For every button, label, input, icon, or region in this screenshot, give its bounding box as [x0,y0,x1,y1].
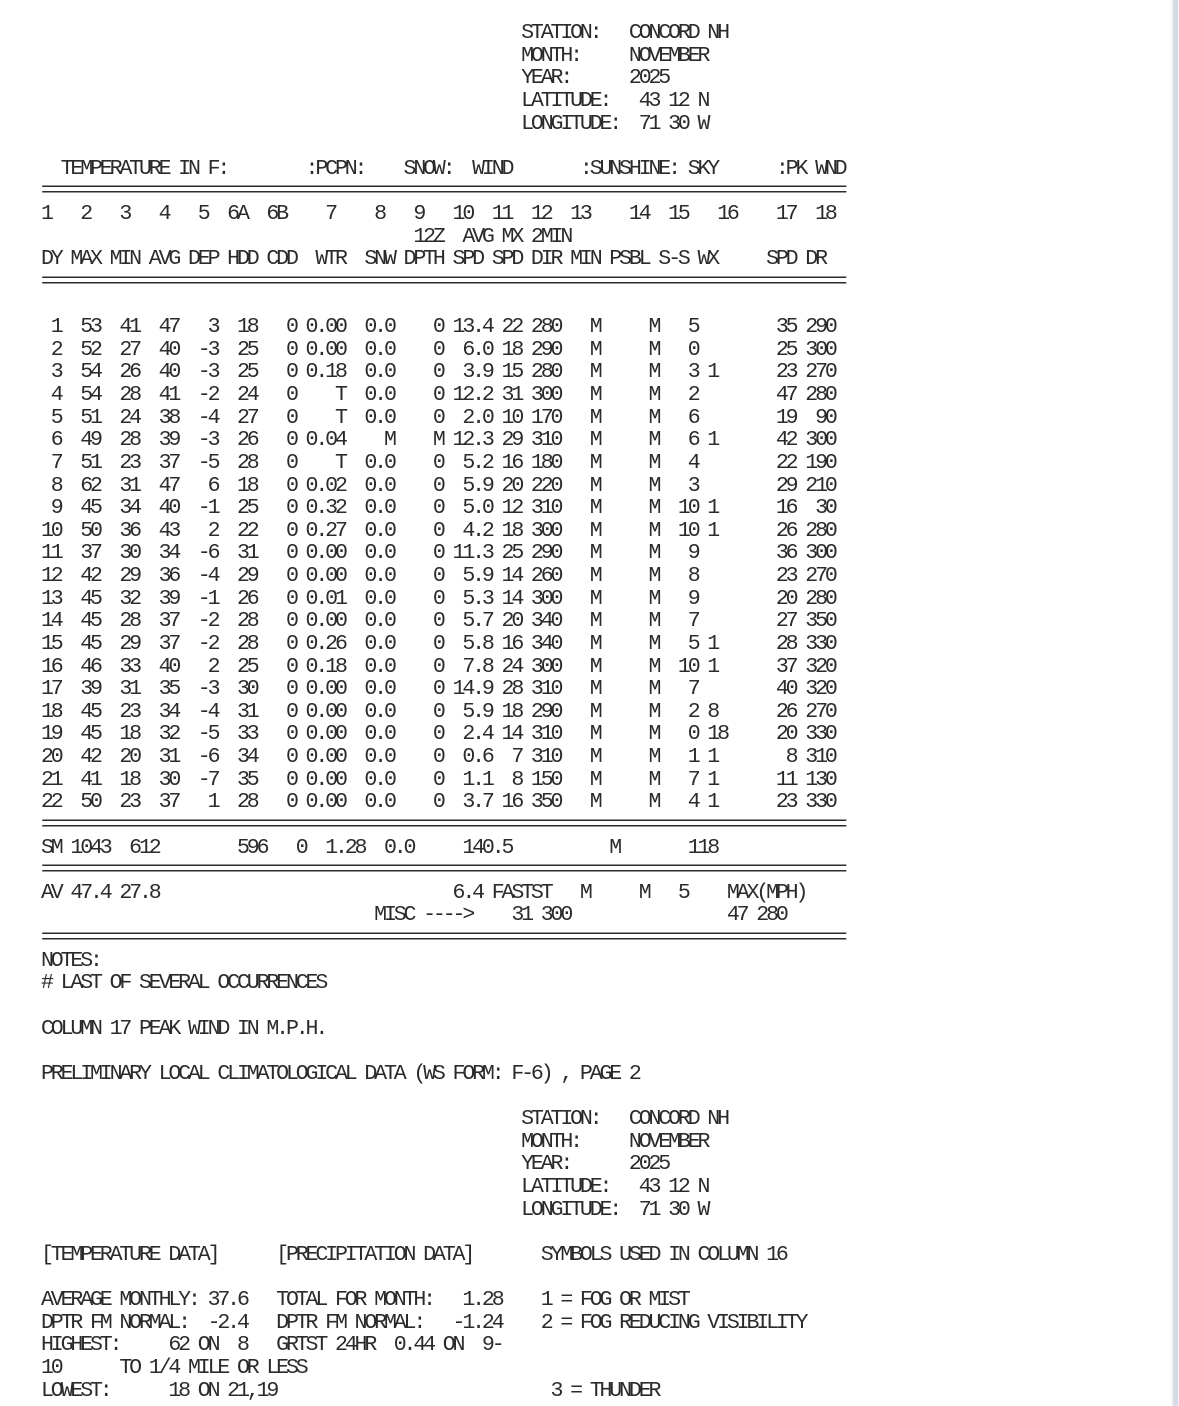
report-line: ================================================================================== [41,926,845,950]
report-line: YEAR: 2025 [41,66,669,91]
report-line: LONGITUDE: 71 30 W [41,1197,708,1222]
report-line: MONTH: NOVEMBER [41,1129,708,1154]
report-line: 19 45 18 32 -5 33 0 0.00 0.0 0 2.4 14 310 M M 0 18 20 330 [41,722,835,747]
report-line: AV 47.4 27.8 6.4 FASTST M M 5 MAX(MPH) [41,880,806,905]
report-line: STATION: CONCORD NH [41,21,727,45]
report-line: LONGITUDE: 71 30 W [41,111,708,136]
report-line: AVERAGE MONTHLY: 37.6 TOTAL FOR MONTH: 1.28 1 = FOG OR MIST [41,1288,688,1312]
report-line: PRELIMINARY LOCAL CLIMATOLOGICAL DATA (WS FORM: F-6) , PAGE 2 [41,1061,639,1086]
report-line [41,294,1167,317]
report-line: 14 45 28 37 -2 28 0 0.00 0.0 0 5.7 20 340 M M 7 27 350 [41,609,835,634]
report-line: 12Z AVG MX 2MIN [41,224,571,249]
report-line [41,995,1167,1018]
vertical-scrollbar[interactable] [1171,0,1179,1406]
report-line: YEAR: 2025 [41,1152,669,1177]
report-line [41,1040,1167,1063]
report-line: HIGHEST: 62 ON 8 GRTST 24HR 0.44 ON 9- [41,1333,502,1358]
report-line: MISC ----> 31 300 47 280 [41,903,786,928]
report-line: LATITUDE: 43 12 N [41,88,708,113]
report-line: 15 45 29 37 -2 28 0 0.26 0.0 0 5.8 16 340 M M 5 1 28 330 [41,631,835,656]
report-line: LATITUDE: 43 12 N [41,1174,708,1199]
report-line: 18 45 23 34 -4 31 0 0.00 0.0 0 5.9 18 290 M M 2 8 26 270 [41,699,835,724]
scrollbar-thumb[interactable] [1173,0,1178,1406]
report-line: ================================================================================== [41,812,845,837]
climate-report-text [41,22,1167,1402]
report-line: 20 42 20 31 -6 34 0 0.00 0.0 0 0.6 7 310 M M 1 1 8 310 [41,745,835,769]
report-line: ================================================================================== [41,269,845,294]
report-line: DPTR FM NORMAL: -2.4 DPTR FM NORMAL: -1.24 2 = FOG REDUCING VISIBILITY [41,1310,806,1335]
report-line: 12 42 29 36 -4 29 0 0.00 0.0 0 5.9 14 260 M M 8 23 270 [41,564,835,588]
report-line: ================================================================================== [41,858,845,883]
report-line: 2 52 27 40 -3 25 0 0.00 0.0 0 6.0 18 290 M M 0 25 300 [41,337,835,362]
report-line [41,1085,1167,1108]
report-line: COLUMN 17 PEAK WIND IN M.P.H. [41,1016,326,1041]
report-line: MONTH: NOVEMBER [41,43,708,68]
report-line: 13 45 32 39 -1 26 0 0.01 0.0 0 5.3 14 300 M M 9 20 280 [41,586,835,611]
report-line: 8 62 31 47 6 18 0 0.02 0.0 0 5.9 20 220 M M 3 29 210 [41,473,835,498]
report-line: 3 54 26 40 -3 25 0 0.18 0.0 0 3.9 15 280 M M 3 1 23 270 [41,360,835,385]
report-line: 21 41 18 30 -7 35 0 0.00 0.0 0 1.1 8 150 M M 7 1 11 130 [41,767,835,792]
report-line: [TEMPERATURE DATA] [PRECIPITATION DATA] SYMBOLS USED IN COLUMN 16 [41,1242,786,1267]
report-line: 5 51 24 38 -4 27 0 T 0.0 0 2.0 10 170 M M 6 19 90 [41,405,835,430]
report-line: 1 53 41 47 3 18 0 0.00 0.0 0 13.4 22 280 M M 5 35 290 [41,315,835,340]
report-line: 7 51 23 37 -5 28 0 T 0.0 0 5.2 16 180 M M 4 22 190 [41,450,835,475]
report-line: NOTES: [41,948,100,973]
report-line: STATION: CONCORD NH [41,1107,727,1131]
report-line: 10 TO 1/4 MILE OR LESS [41,1355,306,1380]
report-line: ================================================================================== [41,179,845,204]
report-line: 22 50 23 37 1 28 0 0.00 0.0 0 3.7 16 350 M M 4 1 23 330 [41,790,835,815]
report-line: 11 37 30 34 -6 31 0 0.00 0.0 0 11.3 25 290 M M 9 36 300 [41,541,835,566]
report-line [41,135,1167,158]
report-line: TEMPERATURE IN F: :PCPN: SNOW: WIND :SUNSHINE: SKY :PK WND [41,156,845,181]
report-line: LOWEST: 18 ON 21,19 3 = THUNDER [41,1378,659,1403]
report-line: # LAST OF SEVERAL OCCURRENCES [41,971,326,996]
report-line: SM 1043 612 596 0 1.28 0.0 140.5 M 118 [41,835,718,860]
report-line: 10 50 36 43 2 22 0 0.27 0.0 0 4.2 18 300 M M 10 1 26 280 [41,518,835,543]
report-line: 9 45 34 40 -1 25 0 0.32 0.0 0 5.0 12 310 M M 10 1 16 30 [41,496,835,521]
report-line: 6 49 28 39 -3 26 0 0.04 M M 12.3 29 310 M M 6 1 42 300 [41,428,835,453]
report-line: 1 2 3 4 5 6A 6B 7 8 9 10 11 12 13 14 15 16 17 18 [41,202,835,226]
report-line: 17 39 31 35 -3 30 0 0.00 0.0 0 14.9 28 310 M M 7 40 320 [41,677,835,702]
report-line: 4 54 28 41 -2 24 0 T 0.0 0 12.2 31 300 M M 2 47 280 [41,383,835,407]
report-line [41,1221,1167,1244]
report-line [41,1266,1167,1289]
report-line: 16 46 33 40 2 25 0 0.18 0.0 0 7.8 24 300 M M 10 1 37 320 [41,654,835,679]
report-line: DY MAX MIN AVG DEP HDD CDD WTR SNW DPTH SPD SPD DIR MIN PSBL S-S WX SPD DR [41,247,825,272]
